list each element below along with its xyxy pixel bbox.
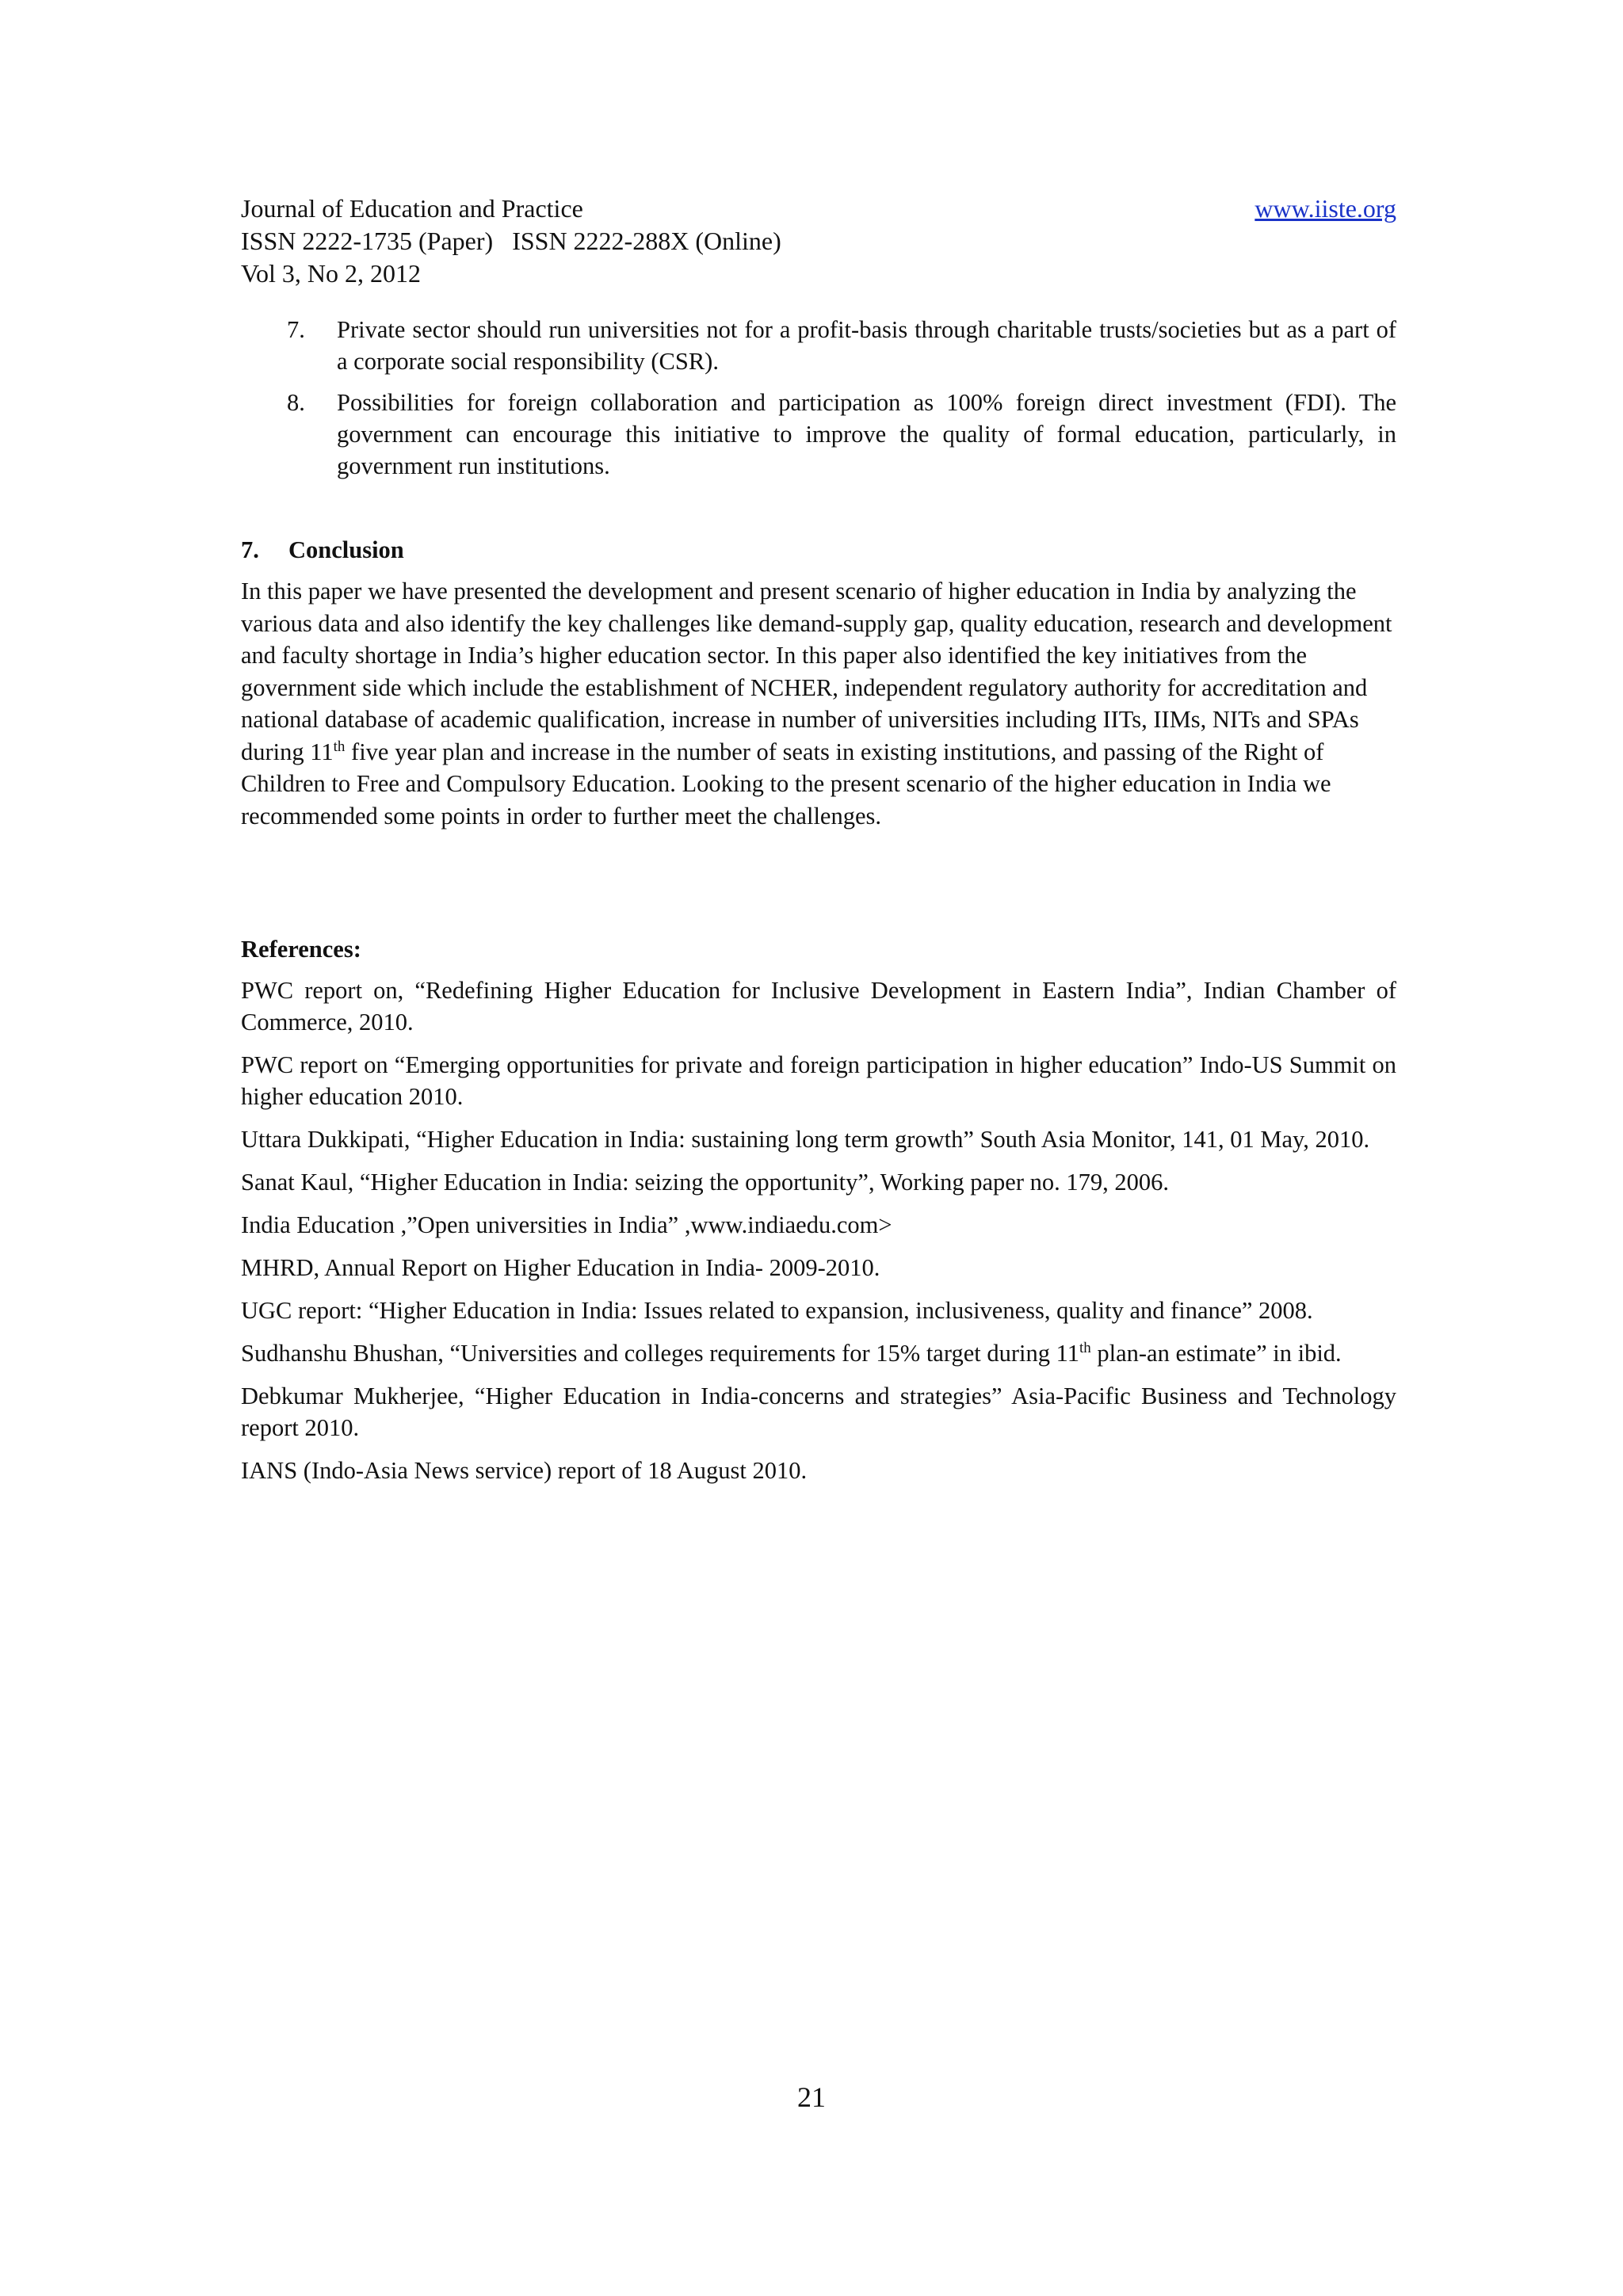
paper-page xyxy=(241,193,1396,1497)
list-item-number: 7. xyxy=(287,316,305,343)
reference-item: UGC report: “Higher Education in India: Issues related to expansion, inclusiveness, quality and finance” 2008. xyxy=(241,1297,1313,1324)
reference-text-part2: plan-an estimate” in ibid. xyxy=(1090,1340,1342,1367)
reference-item: MHRD, Annual Report on Higher Education in India- 2009-2010. xyxy=(241,1254,880,1281)
reference-item: Sanat Kaul, “Higher Education in India: seizing the opportunity”, Working paper no. 179, 2006. xyxy=(241,1169,1169,1196)
list-item-text: Private sector should run universities not for a profit-basis through charitable trusts/societies but as a part of a corporate social responsibility (CSR). xyxy=(337,316,1396,375)
journal-header xyxy=(241,193,1396,290)
conclusion-text-part2: five year plan and increase in the number of seats in existing institutions, and passing of the Right of Children to Free and Compulsory Education. Looking to the present scenario of the higher education in India we recommended some points in order to further meet the challenges. xyxy=(241,738,1331,830)
reference-item xyxy=(241,1337,1396,1369)
reference-item: IANS (Indo-Asia News service) report of 18 August 2010. xyxy=(241,1457,808,1484)
conclusion-heading xyxy=(241,534,1396,566)
section-title: Conclusion xyxy=(288,536,404,563)
reference-item: PWC report on “Emerging opportunities for private and foreign participation in higher education” Indo-US Summit on higher education 2010. xyxy=(241,1051,1396,1110)
journal-issn: ISSN 2222-1735 (Paper) ISSN 2222-288X (Online) xyxy=(241,227,781,255)
recommendation-list xyxy=(241,314,1396,482)
reference-item: India Education ,”Open universities in India” ,www.indiaedu.com> xyxy=(241,1211,892,1238)
journal-title: Journal of Education and Practice xyxy=(241,194,583,223)
conclusion-paragraph xyxy=(241,575,1396,832)
reference-text-part1: Sudhanshu Bhushan, “Universities and colleges requirements for 15% target during 11 xyxy=(241,1340,1079,1367)
section-number: 7. xyxy=(241,536,259,563)
page-number: 21 xyxy=(797,2081,826,2113)
superscript: th xyxy=(333,738,346,755)
reference-item: PWC report on, “Redefining Higher Education for Inclusive Development in Eastern India”, Indian Chamber of Commerce, 2010. xyxy=(241,977,1396,1035)
list-item-text: Possibilities for foreign collaboration and participation as 100% foreign direct investment (FDI). The government can encourage this initiative to improve the quality of formal education, particularly, in government run institutions. xyxy=(337,389,1396,479)
superscript: th xyxy=(1079,1339,1091,1356)
reference-item: Uttara Dukkipati, “Higher Education in India: sustaining long term growth” South Asia Monitor, 141, 01 May, 2010. xyxy=(241,1126,1370,1153)
list-item xyxy=(241,314,1396,377)
list-item xyxy=(241,387,1396,482)
references-list xyxy=(241,974,1396,1486)
journal-volume: Vol 3, No 2, 2012 xyxy=(241,259,421,288)
list-item-number: 8. xyxy=(287,389,305,416)
reference-item: Debkumar Mukherjee, “Higher Education in India-concerns and strategies” Asia-Pacific Business and Technology report 2010. xyxy=(241,1383,1396,1441)
conclusion-text-part1: In this paper we have presented the development and present scenario of higher education in India by analyzing the various data and also identify the key challenges like demand-supply gap, quality education, research and development and faculty shortage in India’s higher education sector. In this paper also identified the key initiatives from the government side which include the establishment of NCHER, independent regulatory authority for accreditation and national database of academic qualification, increase in number of universities including IITs, IIMs, NITs and SPAs during 11 xyxy=(241,578,1392,765)
journal-url-link[interactable]: www.iiste.org xyxy=(1254,194,1396,223)
references-heading: References: xyxy=(241,936,361,963)
